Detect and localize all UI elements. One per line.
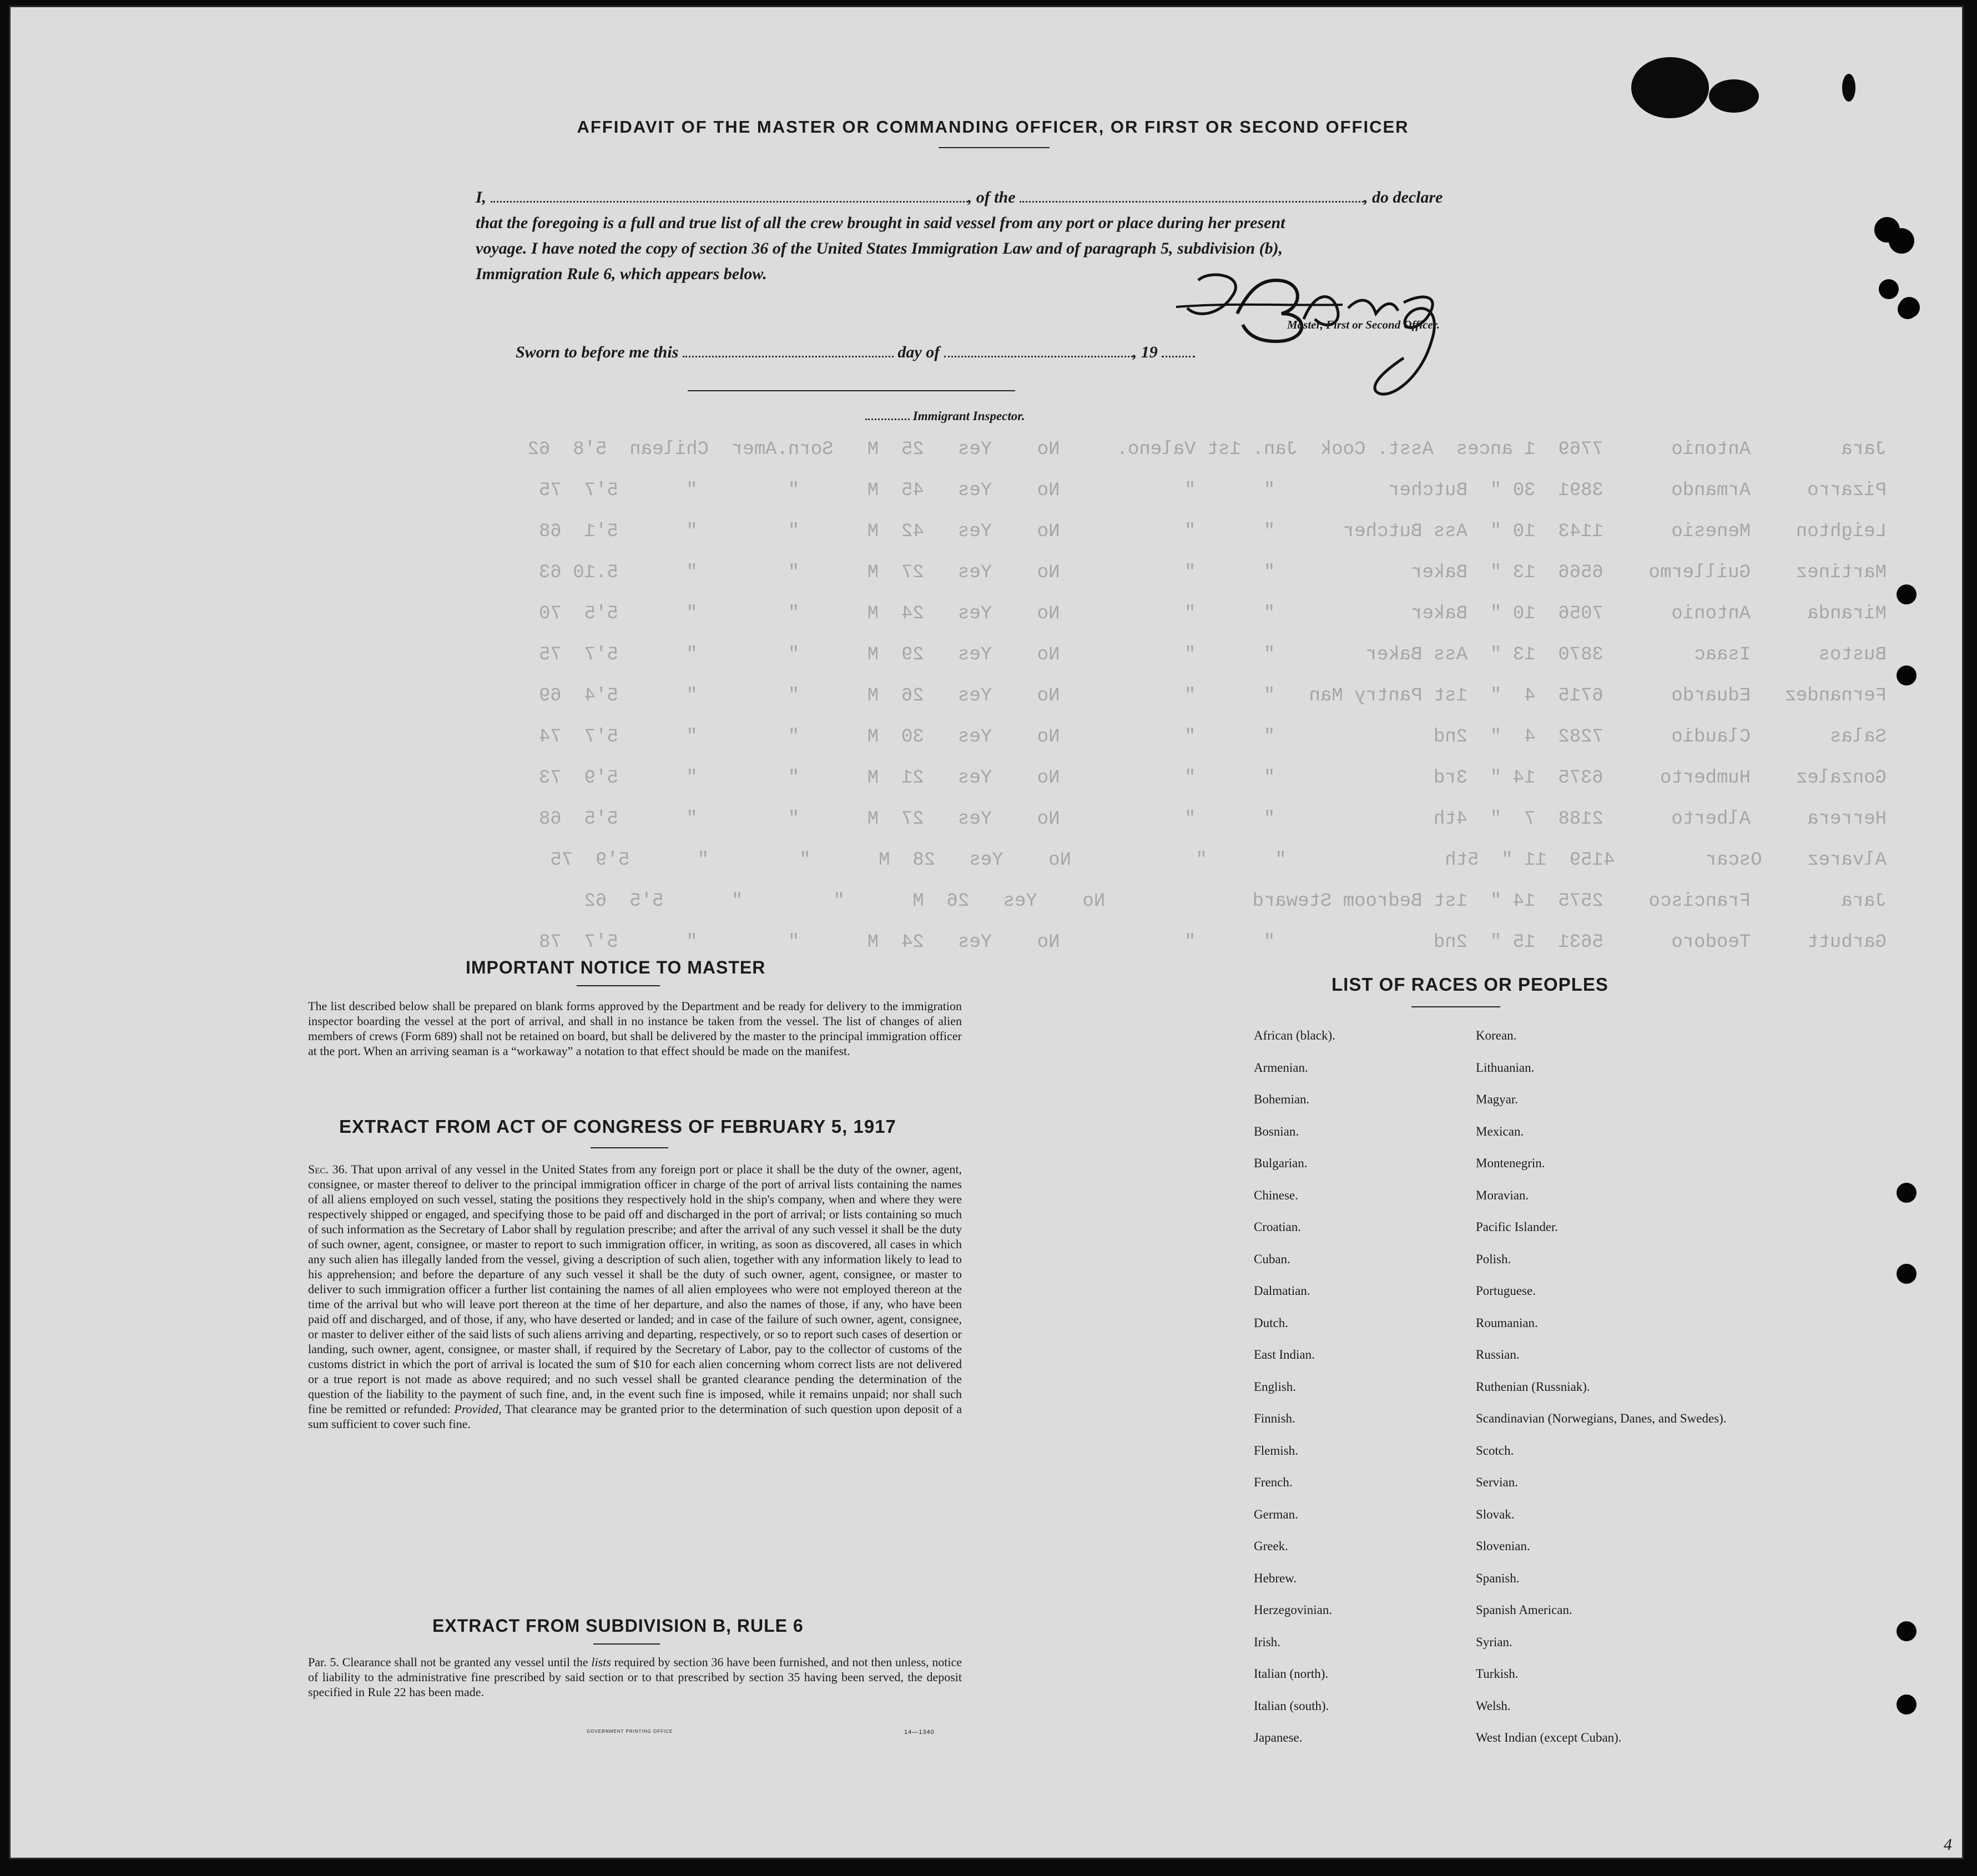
race-item: Pacific Islander. [1476,1220,1559,1234]
punch-hole [1897,1183,1917,1203]
sworn-year-field[interactable] [1162,341,1195,357]
race-item: Moravian. [1476,1188,1529,1202]
race-item: African (black). [1254,1028,1335,1042]
race-item: Slovenian. [1476,1539,1530,1553]
race-item: Chinese. [1254,1188,1298,1202]
punch-hole [1879,279,1899,299]
race-item: Greek. [1254,1539,1288,1553]
sworn-month-field[interactable] [944,341,1133,357]
race-item: Herzegovinian. [1254,1603,1333,1617]
par5-start: Par. 5. Clearance shall not be granted any vessel until the [308,1655,588,1669]
act-extract-rule [591,1147,668,1148]
race-item: Russian. [1476,1348,1520,1361]
race-item: Portuguese. [1476,1284,1536,1298]
race-item: Bulgarian. [1254,1156,1308,1170]
race-item: Servian. [1476,1475,1519,1489]
do-declare-label: , do declare [1364,188,1443,206]
declaration-line-1 [476,185,1586,210]
race-item: Lithuanian. [1476,1060,1535,1075]
rule-extract-rule [593,1643,660,1645]
inspector-dots [865,411,910,420]
race-item: Roumanian. [1476,1315,1538,1330]
race-item: Cuban. [1254,1252,1290,1266]
race-item: Scandinavian (Norwegians, Danes, and Swedes). [1476,1411,1727,1425]
signature-caption: Master, First or Second Officer. [1287,318,1440,331]
sworn-line [516,341,1195,362]
race-item: German. [1254,1507,1298,1521]
page-mark: 4 [1944,1835,1952,1854]
race-item: Scotch. [1476,1443,1514,1458]
act-extract-heading: EXTRACT FROM ACT OF CONGRESS OF FEBRUARY 5, 1917 [339,1116,896,1137]
sworn-year-label: , 19 [1132,343,1158,361]
race-item: Turkish. [1476,1667,1519,1681]
races-rule [1411,1006,1500,1007]
race-item: West Indian (except Cuban). [1476,1731,1622,1744]
race-item: Italian (south). [1254,1698,1329,1713]
race-item: Welsh. [1476,1698,1511,1713]
form-code: 14—1340 [904,1729,935,1736]
punch-hole [1889,228,1914,254]
race-item: Hebrew. [1254,1571,1297,1585]
section-body: That upon arrival of any vessel in the United States from any foreign port or place it shall be the duty of the owner, agent, consignee, or master thereof to deliver to the principal immigration officer in charge of the port of arrival lists containing the names of all aliens employed on such vessel, stating the positions they respectively hold in the ship's company, when and where they were respectively shipped or engaged, and specifying those to be paid off and discharged in the port of arrival; or lists containing so much of such information as the Secretary of Labor shall by regulation prescribe; and after the arrival of any such vessel it shall be the duty of such owner, agent, consignee, or master to report to such immigration officer, in writing, as soon as discovered, all cases in which any such alien has illegally landed from the vessel, giving a description of such alien, together with any information likely to lead to his apprehension; and before the departure of any such vessel it shall be the duty of such owner, agent, consignee, or master to deliver to such immigration officer a further list containing the names of all alien employees who were not employed thereon at the time of the arrival but who will leave port thereon at the time of her departure, and also the names of those, if any, who have been paid off and discharged, and of those, if any, who have deserted or landed; and in case of the failure of such owner, agent, consignee, or master to deliver either of the said lists of such aliens arriving and departing, respectively, or so to report such cases of desertion or landing, such owner, agent, consignee, or master shall, if required by the Secretary of Labor, pay to the collector of customs of the customs district in which the port of arrival is located the sum of $10 for each alien concerning whom correct lists are not delivered or a true report is not made as above required; and no such vessel shall be granted clearance pending the determination of the question of the liability to the payment of such fine, and, in the event such fine is imposed, while it remains unpaid; nor shall such fine be remitted or refunded: [308,1162,962,1416]
declaration-line-2: that the foregoing is a full and true list of all the crew brought in said vessel from any port or place during her present [476,214,1285,232]
bleed-through: Jara Antonio 7769 1 ances Asst. Cook Jan. 1st Valeno. No Yes 25 M Sorn.Amer Chilean 5'8 62 Pizarro Armando 3891 30 " Butcher " " No Yes 45 M " " 5'7 75 Leighton Menesio 1143 10 " Ass Butcher " " No Yes 42 M " " 5'1 68 Martinez Guillermo 6566 13 " Baker " " No Yes 27 M " " 5.10 63 Miranda Antonio 7056 10 " Baker " " No Yes 24 M " " 5'5 70 Bustos Isaac 3870 13 " Ass Baker " " No Yes 29 M " " 5'7 75 Fernandez Eduardo 6715 4 " 1st Pantry Man " " No Yes 26 M " " 5'4 69 Salas Claudio 7282 4 " 2nd " " No Yes 30 M " " 5'7 74 Gonzalez Humberto 6375 14 " 3rd " " No Yes 21 M " " 5'9 73 Herrera Alberto 2188 7 " 4th " " No Yes 27 M " " 5'5 68 Alvarez Oscar 4159 11 " 5th " " No Yes 28 M " " 5'9 75 Jara Francisco 2575 14 " 1st Bedroom Steward No Yes 26 M " " 5'5 62 Garbutt Teodoro 5631 15 " 2nd " " No Yes 24 M " " 5'7 78 [527,439,1887,953]
notice-heading: IMPORTANT NOTICE TO MASTER [466,957,766,977]
punch-hole [1897,584,1917,604]
inspector-signature-line [688,390,1015,391]
printing-office: GOVERNMENT PRINTING OFFICE [587,1729,673,1734]
race-item: Polish. [1476,1252,1511,1266]
race-item: East Indian. [1254,1348,1315,1361]
race-item: Magyar. [1476,1092,1519,1106]
section-body-end: That clearance may be granted prior to the determination of such question upon deposit of a sum sufficient to cover such fine. [308,1402,962,1431]
race-item: Montenegrin. [1476,1156,1545,1170]
inspector-caption-text: Immigrant Inspector. [912,409,1025,423]
races-list-right [1476,1028,1727,1763]
notice-body: The list described below shall be prepared on blank forms approved by the Department and be ready for delivery to the immigration inspector boarding the vessel at the port of arrival, and shall in no instance be taken from the vessel. The list of changes of alien members of crews (Form 689) shall not be retained on board, but shall be delivered by the master to the principal immigration officer at the port. When an arriving seaman is a “workaway” a notation to that effect should be made on the manifest. [308,999,962,1058]
race-item: Syrian. [1476,1635,1512,1649]
rule-extract-heading: EXTRACT FROM SUBDIVISION B, RULE 6 [432,1616,804,1636]
punch-hole [1897,1621,1917,1641]
race-item: Italian (north). [1254,1667,1329,1681]
race-item: Mexican. [1476,1124,1524,1138]
ink-blot [1631,57,1709,118]
race-item: Bosnian. [1254,1124,1299,1138]
sworn-day-label: day of [897,343,940,361]
race-item: Bohemian. [1254,1092,1310,1106]
affidavit-title: AFFIDAVIT OF THE MASTER OR COMMANDING OFFICER, OR FIRST OR SECOND OFFICER [577,117,1409,137]
races-heading: LIST OF RACES OR PEOPLES [1332,974,1608,995]
race-item: Flemish. [1254,1443,1298,1458]
punch-hole [1897,1264,1917,1284]
name-field[interactable] [491,186,968,203]
ink-blot [1709,79,1759,113]
punch-hole [1899,297,1920,318]
race-item: Finnish. [1254,1411,1295,1425]
declaration-line-4: Immigration Rule 6, which appears below. [476,265,767,283]
race-item: Japanese. [1254,1731,1303,1744]
section-label: Sec. 36. [308,1162,348,1176]
par5-end: required by section 36 have been furnished, and not then unless, notice of liability to the administrative fine prescribed by said section or to that prescribed by section 35 having been served, the deposit specified in Rule 22 has been made. [308,1655,962,1699]
punch-hole [1897,1695,1917,1714]
race-item: Armenian. [1254,1060,1308,1075]
title-rule [939,147,1050,148]
race-item: Slovak. [1476,1507,1515,1521]
i-label: I, [476,188,487,206]
of-the-label: , of the [967,188,1016,206]
master-signature [1165,258,1565,425]
provided-label: Provided, [454,1402,502,1416]
section-36-text [308,1162,962,1431]
punch-hole [1897,665,1917,685]
race-item: Ruthenian (Russniak). [1476,1379,1590,1394]
races-list-left [1254,1028,1335,1763]
declaration-line-3: voyage. I have noted the copy of section 36 of the United States Immigration Law and of paragraph 5, subdivision (b), [476,239,1283,258]
race-item: French. [1254,1475,1293,1489]
notice-rule [577,985,660,986]
race-item: Dalmatian. [1254,1284,1310,1298]
race-item: Spanish. [1476,1571,1520,1585]
race-item: Spanish American. [1476,1603,1572,1617]
ink-blot [1842,74,1855,102]
inspector-caption [865,409,1025,423]
race-item: Dutch. [1254,1315,1288,1330]
vessel-field[interactable] [1020,186,1364,203]
race-item: Irish. [1254,1635,1280,1649]
race-item: Croatian. [1254,1220,1301,1234]
sworn-prefix: Sworn to before me this [516,343,679,361]
paragraph-5-text [308,1655,962,1700]
race-item: Korean. [1476,1028,1517,1042]
lists-word: lists [591,1655,611,1669]
sworn-day-field[interactable] [683,341,894,357]
manifest-sheet [9,6,1964,1859]
race-item: English. [1254,1379,1297,1394]
